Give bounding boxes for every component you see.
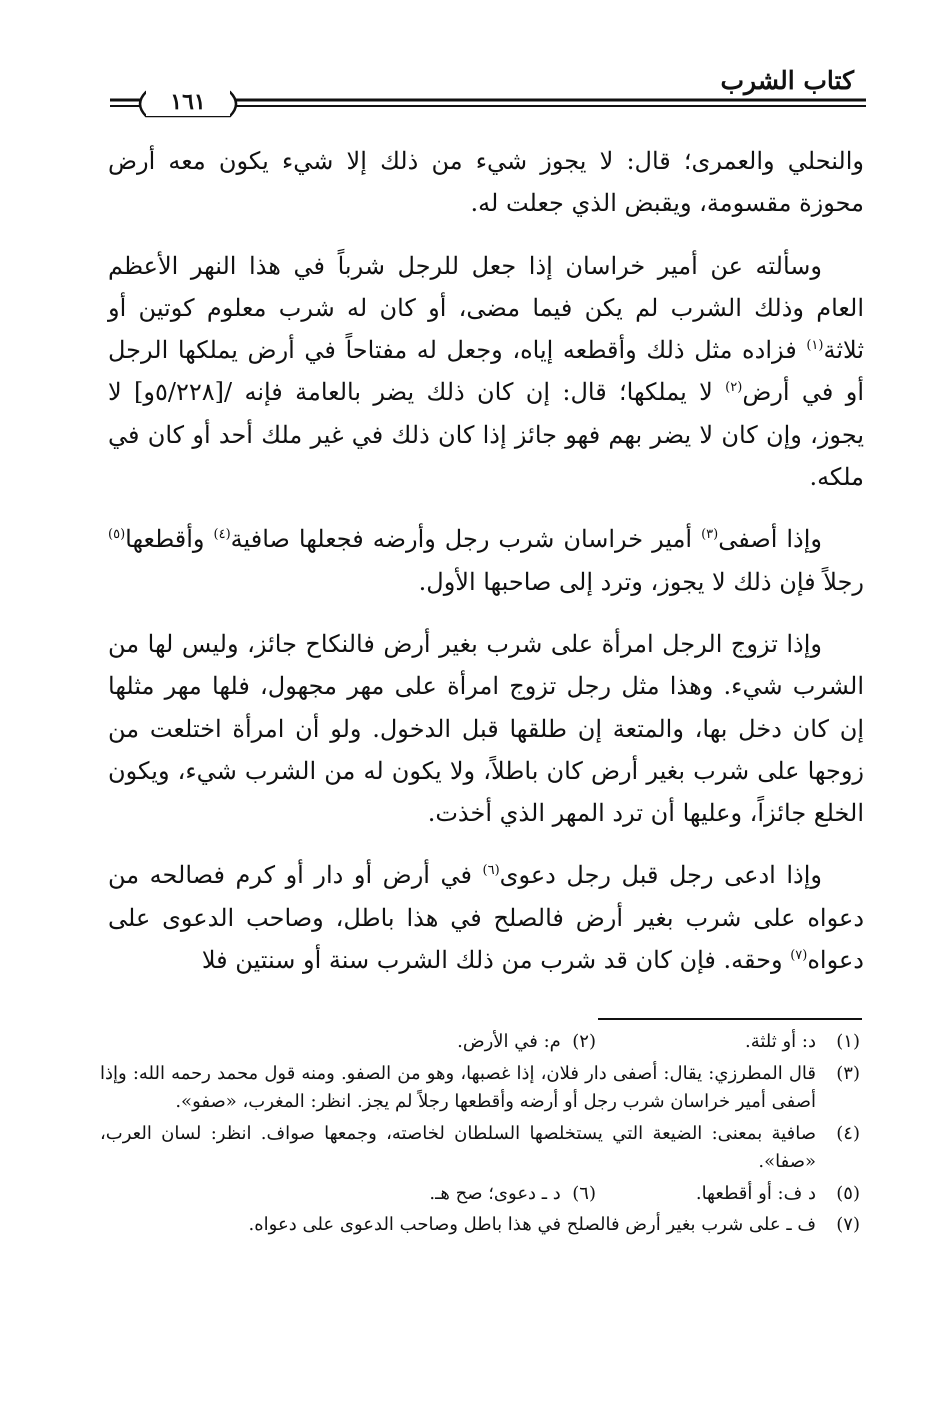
footnote-ref-1[interactable]: (١) [806,338,824,354]
footnote-text-6: د ـ دعوى؛ صح هـ. [429,1182,561,1204]
footnote-text-3: قال المطرزي: يقال: أصفى دار فلان، إذا غصبها، وهو من الصفو. ومنه قول محمد رحمه الله: وإذا أصفى أمير خراسان شرب رجل أو أرضه وأقطعها رجلاً لم يجز. انظر: المغرب، «صفو». [100,1062,816,1112]
body-text [108,140,864,1001]
paragraph-5-part1: وإذا ادعى رجل قبل رجل دعوى [499,861,822,890]
paragraph-3-part2: أمير خراسان شرب رجل وأرضه فجعلها صافية [230,525,702,554]
paragraph-3-part4: رجلاً فإن ذلك لا يجوز، وترد إلى صاحبها الأول. [418,567,864,596]
paragraph-2-part3: لا يملكها؛ قال: إن كان ذلك يضر بالعامة فإنه /[٥/٢٢٨و] لا يجوز، وإن كان لا يضر بهم فهو جائز إذا كان ذلك في غير ملك أحد أو كان في ملكه. [108,378,864,492]
footnote-text-2: م: في الأرض. [457,1031,561,1052]
footnote-ref-2[interactable]: (٢) [725,380,743,396]
page-number: ١٦١ [146,88,230,116]
footnote-number-1: (١) [836,1031,860,1052]
paragraph-3 [108,518,864,603]
footnote-ref-6[interactable]: (٦) [482,863,500,879]
paragraph-2-part1: وسألته عن أمير خراسان إذا جعل للرجل شرباً في هذا النهر الأعظم العام وذلك الشرب لم يكن فيما مضى، أو كان له شرب معلوم كوتين أو ثلاثة [108,251,864,365]
footnote-row [100,1180,860,1209]
footnote-ref-3[interactable]: (٣) [701,527,719,543]
paragraph-1 [108,140,864,225]
footnote-separator [598,1018,862,1020]
footnote-number-4: (٤) [836,1122,860,1144]
footnote-number-7: (٧) [836,1214,860,1235]
footnote-number-5: (٥) [836,1182,860,1204]
footnote-number-3: (٣) [836,1062,860,1084]
paragraph-4 [108,623,864,834]
footnote-number-2: (٢) [572,1031,596,1052]
footnote-row [100,1028,860,1057]
footnote-row [100,1060,860,1117]
footnote-text-1: د: أو ثلثة. [745,1031,816,1052]
footnote-ref-5[interactable]: (٥) [108,527,126,543]
paragraph-2 [108,245,864,499]
footnote-row [100,1120,860,1177]
paragraph-5-part2: في أرض أو دار أو كرم فصالحه من دعواه على شرب بغير أرض فالصلح في هذا باطل، وصاحب الدعوى على دعواه [108,861,864,975]
paragraph-5-part3: وحقه. فإن كان قد شرب من ذلك الشرب سنة أو سنتين فلا [201,946,791,975]
chapter-title: كتاب الشرب [720,66,854,95]
paragraph-5 [108,854,864,981]
footnote-text-5: د ف: أو أقطعها. [695,1182,816,1204]
footnote-text-4: صافية بمعنى: الضيعة التي يستخلصها السلطان لخاصته، وجمعها صواف. انظر: لسان العرب، «صفا». [100,1122,816,1172]
footnote-row [100,1211,860,1240]
paragraph-2-part2: فزاده مثل ذلك وأقطعه إياه، وجعل له مفتاحاً في أرض يملكها الرجل أو في أرض [108,336,865,407]
footnotes [100,1028,860,1243]
paragraph-3-part3: وأقطعها [125,525,214,554]
footnote-number-6: (٦) [572,1182,596,1204]
footnote-text-7: ف ـ على شرب بغير أرض فالصلح في هذا باطل وصاحب الدعوى على دعواه. [248,1214,816,1235]
paragraph-3-part1: وإذا أصفى [718,525,823,554]
paragraph-4-text: وإذا تزوج الرجل امرأة على شرب بغير أرض فالنكاح جائز، وليس لها من الشرب شيء. وهذا مثل رجل تزوج امرأة على مهر مجهول، فلها مهر مثلها إن كان دخل بها، والمتعة إن طلقها قبل الدخول. ولو أن امرأة اختلعت من زوجها على شرب بغير أرض كان باطلاً، ولا يكون له من الشرب شيء، ويكون الخلع جائزاً، وعليها أن ترد المهر الذي أخذت. [108,629,864,828]
footnote-ref-7[interactable]: (٧) [790,948,808,964]
paragraph-1-text: والنحلي والعمرى؛ قال: لا يجوز شيء من ذلك إلا شيء يكون معه أرض محوزة مقسومة، ويقبض الذي جعلت له. [108,147,864,218]
footnote-ref-4[interactable]: (٤) [213,527,231,543]
